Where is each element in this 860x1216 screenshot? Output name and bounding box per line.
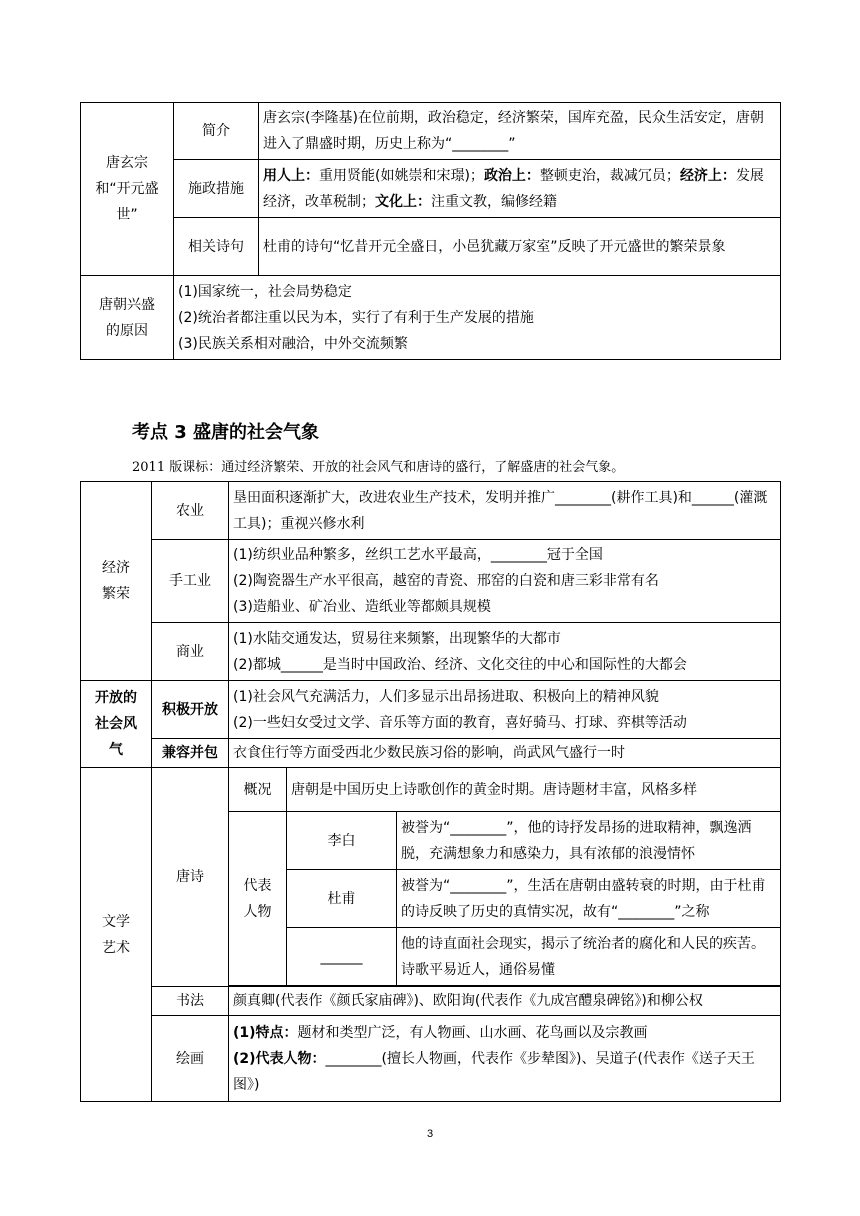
policy-personnel-label: 用人上： — [263, 167, 319, 184]
reasons-content — [174, 276, 781, 360]
painting-feature-text: 题材和类型广泛，有人物画、山水画、花鸟画以及宗教画 — [297, 1024, 648, 1041]
policy-economy-label: 经济上： — [679, 167, 736, 184]
reason-item: (3)民族关系相对融洽，中外交流频繁 — [178, 335, 408, 352]
handicraft-label: 手工业 — [152, 540, 229, 623]
overview-label: 概况 — [229, 768, 287, 812]
tang-society-table — [80, 481, 781, 1102]
blank-poet-label: ______ — [287, 928, 397, 986]
intro-label: 简介 — [174, 103, 259, 160]
painting-rep-label: (2)代表人物： — [233, 1050, 326, 1067]
active-content — [229, 681, 781, 739]
commerce-line: (1)水陆交通发达，贸易往来频繁，出现繁华的大都市 — [233, 630, 561, 647]
poetry-label: 唐诗 — [152, 768, 229, 987]
tang-xuanzong-table — [80, 102, 781, 360]
agriculture-content: 垦田面积逐渐扩大，改进农业生产技术，发明并推广________(耕作工具)和______(灌溉工具)；重视兴修水利 — [229, 482, 781, 540]
arts-label: 文学艺术 — [81, 768, 152, 1102]
policy-culture-label: 文化上： — [375, 193, 431, 210]
intro-content: 唐玄宗(李隆基)在位前期，政治稳定，经济繁荣，国库充盈，民众生活安定，唐朝进入了鼎盛时期，历史上称为“________” — [259, 103, 781, 160]
handicraft-line: (3)造船业、矿冶业、造纸业等都颇具规模 — [233, 599, 491, 615]
open-atmosphere-label: 开放的社会风气 — [81, 681, 152, 768]
calligraphy-label: 书法 — [152, 987, 229, 1016]
handicraft-line: (2)陶瓷器生产水平很高，越窑的青瓷、邢窑的白瓷和唐三彩非常有名 — [233, 573, 659, 589]
painting-feature-label: (1)特点： — [233, 1024, 298, 1041]
curriculum-note: 2011 版课标：通过经济繁荣、开放的社会风气和唐诗的盛行，了解盛唐的社会气象。 — [132, 460, 625, 475]
libai-label: 李白 — [287, 812, 397, 870]
policy-politics-text: 整顿吏治，裁减冗员； — [539, 167, 680, 184]
economy-label: 经济繁荣 — [81, 482, 152, 681]
inclusive-label: 兼容并包 — [152, 739, 229, 768]
dufu-label: 杜甫 — [287, 870, 397, 928]
poem-content: 杜甫的诗句“忆昔开元全盛日，小邑犹藏万家室”反映了开元盛世的繁荣景象 — [259, 218, 781, 276]
policy-politics-label: 政治上： — [483, 167, 540, 184]
xuanzong-group-label: 唐玄宗和“开元盛世” — [81, 103, 174, 276]
poem-label: 相关诗句 — [174, 218, 259, 276]
painting-rep-text: ________(擅长人物画，代表作《步辇图》)、吴道子(代表作《送子天王图》) — [233, 1050, 755, 1093]
calligraphy-content: 颜真卿(代表作《颜氏家庙碑》)、欧阳询(代表作《九成宫醴泉碑铭》)和柳公权 — [229, 987, 781, 1016]
page-number: 3 — [426, 1128, 434, 1140]
painting-label: 绘画 — [152, 1016, 229, 1102]
representatives-label: 代表人物 — [229, 812, 287, 986]
handicraft-content — [229, 540, 781, 623]
policy-economy-text: 发展经济，改革税制； — [263, 167, 764, 210]
policy-culture-text: 注重文教，编修经籍 — [431, 193, 557, 210]
reason-item: (2)统治者都注重以民为本，实行了有利于生产发展的措施 — [178, 309, 534, 326]
libai-content: 被誉为“________”，他的诗抒发昂扬的进取精神，飘逸洒脱，充满想象力和感染力，具有浓郁的浪漫情怀 — [397, 812, 781, 870]
inclusive-content: 衣食住行等方面受西北少数民族习俗的影响，尚武风气盛行一时 — [229, 739, 781, 768]
reason-item: (1)国家统一，社会局势稳定 — [178, 283, 352, 300]
agriculture-label: 农业 — [152, 482, 229, 540]
blank-poet-content: 他的诗直面社会现实，揭示了统治者的腐化和人民的疾苦。诗歌平易近人，通俗易懂 — [397, 928, 781, 986]
commerce-label: 商业 — [152, 623, 229, 681]
painting-line — [233, 1020, 776, 1046]
policy-personnel-text: 重用贤能(如姚崇和宋璟)； — [319, 167, 484, 184]
overview-content: 唐朝是中国历史上诗歌创作的黄金时期。唐诗题材丰富，风格多样 — [287, 768, 781, 812]
section-title: 考点 3 盛唐的社会气象 — [132, 422, 320, 443]
commerce-line: (2)都城______是当时中国政治、经济、文化交往的中心和国际性的大都会 — [233, 656, 687, 673]
painting-content — [229, 1016, 781, 1102]
reasons-label: 唐朝兴盛的原因 — [81, 276, 174, 360]
policies-content — [259, 160, 781, 218]
active-line: (1)社会风气充满活力，人们多显示出昂扬进取、积极向上的精神风貌 — [233, 688, 659, 705]
handicraft-line: (1)纺织业品种繁多，丝织工艺水平最高，________冠于全国 — [233, 547, 603, 563]
active-label: 积极开放 — [152, 681, 229, 739]
active-line: (2)一些妇女受过文学、音乐等方面的教育，喜好骑马、打球、弈棋等活动 — [233, 714, 687, 731]
commerce-content — [229, 623, 781, 681]
policies-label: 施政措施 — [174, 160, 259, 218]
painting-line — [233, 1046, 776, 1098]
dufu-content: 被誉为“________”，生活在唐朝由盛转衰的时期，由于杜甫的诗反映了历史的真情实况，故有“________”之称 — [397, 870, 781, 928]
